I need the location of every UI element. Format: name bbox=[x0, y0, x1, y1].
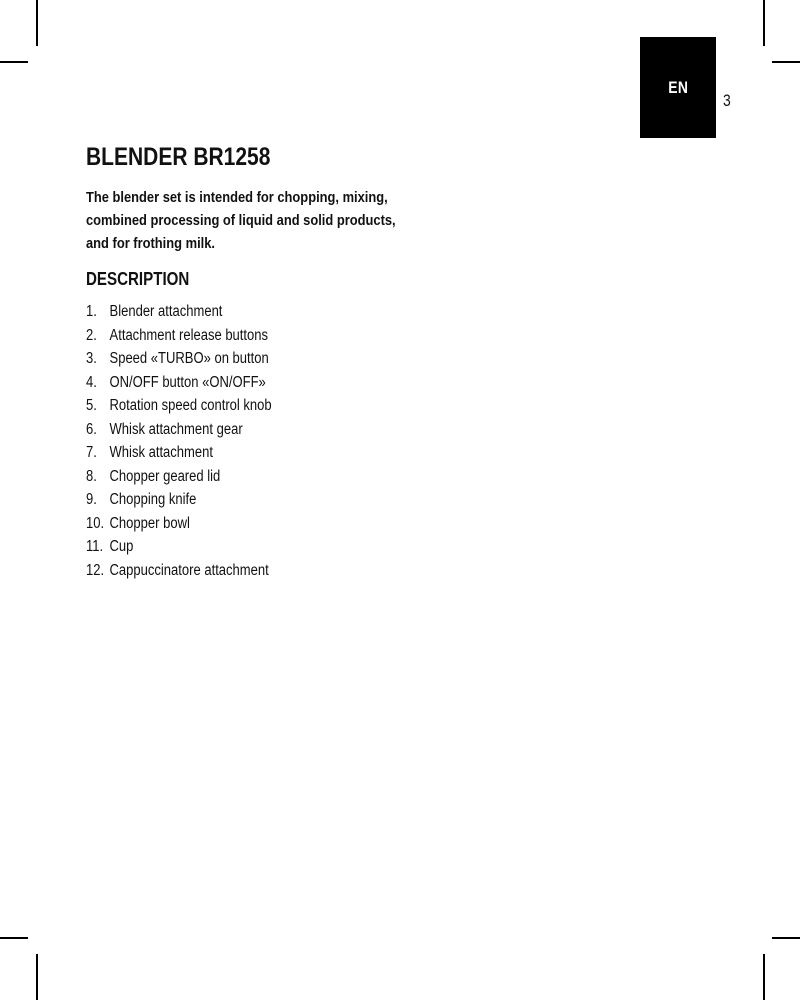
list-item bbox=[86, 535, 439, 559]
item-number: 6. bbox=[86, 420, 97, 438]
list-item bbox=[86, 347, 439, 371]
page-title: BLENDER BR1258 bbox=[86, 143, 271, 171]
intro-line: combined processing of liquid and solid products, bbox=[86, 212, 396, 229]
list-item bbox=[86, 418, 439, 442]
intro-line: and for frothing milk. bbox=[86, 235, 215, 252]
item-text: Cappuccinatore attachment bbox=[109, 561, 269, 579]
language-label: EN bbox=[667, 77, 689, 97]
list-item bbox=[86, 324, 439, 348]
item-text: Chopper bowl bbox=[109, 514, 190, 532]
list-item bbox=[86, 488, 439, 512]
crop-mark bbox=[763, 954, 765, 1000]
page-number: 3 bbox=[723, 91, 731, 110]
crop-mark bbox=[36, 954, 38, 1000]
intro-line: The blender set is intended for chopping, mixing, bbox=[86, 189, 388, 206]
item-number: 3. bbox=[86, 350, 97, 367]
list-item bbox=[86, 300, 439, 324]
item-number: 11. bbox=[86, 538, 104, 555]
item-number: 12. bbox=[86, 561, 105, 579]
item-number: 8. bbox=[86, 467, 97, 485]
crop-mark bbox=[772, 61, 800, 63]
item-number: 1. bbox=[86, 303, 97, 320]
list-item bbox=[86, 371, 439, 395]
list-item bbox=[86, 512, 439, 536]
item-text: Whisk attachment bbox=[109, 444, 213, 461]
item-number: 7. bbox=[86, 444, 97, 461]
item-text: Speed «TURBO» on button bbox=[109, 350, 269, 367]
item-text: Chopping knife bbox=[109, 491, 197, 508]
list-item bbox=[86, 465, 439, 489]
item-text: Cup bbox=[109, 538, 134, 555]
crop-mark bbox=[36, 0, 38, 46]
item-text: Rotation speed control knob bbox=[109, 397, 272, 414]
list-item bbox=[86, 441, 439, 465]
intro-paragraph bbox=[86, 186, 396, 255]
item-text: Attachment release buttons bbox=[109, 326, 269, 344]
language-tab bbox=[640, 37, 716, 138]
description-list bbox=[86, 300, 506, 582]
item-text: Blender attachment bbox=[109, 303, 223, 320]
item-number: 9. bbox=[86, 491, 97, 508]
item-text: Whisk attachment gear bbox=[109, 420, 243, 438]
item-number: 2. bbox=[86, 326, 97, 344]
item-number: 10. bbox=[86, 514, 105, 532]
section-heading-description: DESCRIPTION bbox=[86, 269, 190, 289]
item-number: 4. bbox=[86, 373, 97, 391]
item-text: Chopper geared lid bbox=[109, 467, 221, 485]
list-item bbox=[86, 559, 439, 583]
crop-mark bbox=[0, 937, 28, 939]
item-number: 5. bbox=[86, 397, 97, 414]
page-content bbox=[86, 142, 506, 582]
item-text: ON/OFF button «ON/OFF» bbox=[109, 373, 266, 391]
crop-mark bbox=[772, 937, 800, 939]
list-item bbox=[86, 394, 439, 418]
crop-mark bbox=[763, 0, 765, 46]
crop-mark bbox=[0, 61, 28, 63]
